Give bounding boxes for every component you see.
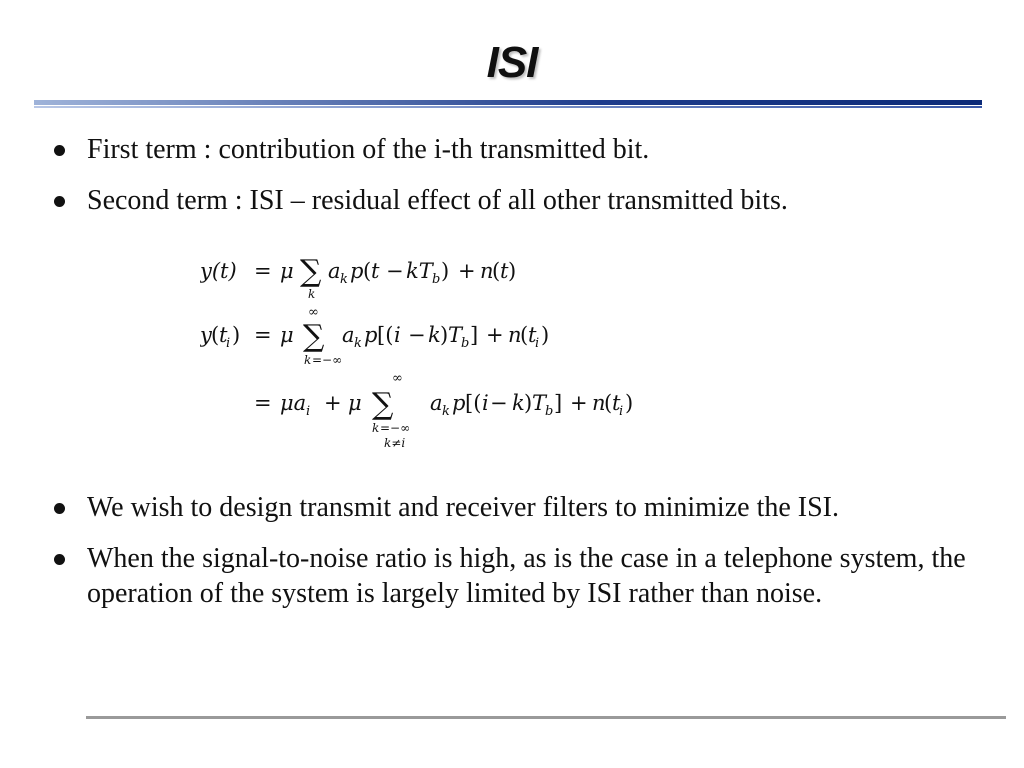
svg-text:k: k xyxy=(428,323,441,347)
svg-text:t: t xyxy=(371,259,380,283)
bullet-text: First term : contribution of the i-th transmitted bit. xyxy=(87,134,650,165)
svg-text:n: n xyxy=(480,259,494,283)
svg-text:(: ( xyxy=(363,259,372,283)
bullet-text: Second term : ISI – residual effect of all other transmitted bits. xyxy=(87,185,788,216)
svg-text:y(t): y(t) xyxy=(200,259,237,283)
svg-text:): ) xyxy=(508,259,517,283)
svg-text:k: k xyxy=(354,336,362,351)
svg-text:]: ] xyxy=(554,391,563,415)
svg-text:i: i xyxy=(394,323,401,347)
svg-text:t: t xyxy=(219,323,228,347)
svg-text:(: ( xyxy=(492,259,501,283)
svg-text:a: a xyxy=(342,323,355,347)
footer-rule xyxy=(86,716,1006,719)
svg-text:=: = xyxy=(254,391,272,415)
svg-text:k: k xyxy=(372,421,380,435)
svg-text:n: n xyxy=(508,323,522,347)
svg-text:i: i xyxy=(535,336,540,351)
svg-text:p: p xyxy=(452,391,466,415)
svg-text:(: ( xyxy=(211,323,220,347)
svg-text:∑: ∑ xyxy=(303,319,325,354)
svg-text:−: − xyxy=(386,259,404,283)
svg-text:i: i xyxy=(226,336,231,351)
svg-text:a: a xyxy=(328,259,341,283)
svg-text:(: ( xyxy=(604,391,613,415)
svg-text:k≠i: k≠i xyxy=(384,436,406,450)
svg-text:=−∞: =−∞ xyxy=(380,421,411,435)
svg-text:): ) xyxy=(440,323,449,347)
svg-text:+: + xyxy=(324,391,342,415)
svg-text:i: i xyxy=(619,404,624,419)
svg-text:a: a xyxy=(430,391,443,415)
svg-text:p: p xyxy=(350,259,364,283)
svg-text:−: − xyxy=(490,391,508,415)
bullet-text: We wish to design transmit and receiver filters to minimize the ISI. xyxy=(87,492,839,523)
svg-text:y: y xyxy=(200,323,212,347)
svg-text:k: k xyxy=(512,391,525,415)
svg-text:kT: kT xyxy=(406,259,433,283)
svg-text:+: + xyxy=(458,259,476,283)
bullet-item xyxy=(48,541,978,611)
svg-text:k: k xyxy=(340,272,348,287)
svg-text:T: T xyxy=(532,391,547,415)
title-rule xyxy=(34,100,982,105)
svg-text:): ) xyxy=(441,259,450,283)
bullet-icon xyxy=(54,145,65,156)
bullet-item xyxy=(48,132,978,167)
equation-image xyxy=(200,248,660,458)
svg-text:t: t xyxy=(528,323,537,347)
svg-text:i: i xyxy=(482,391,489,415)
svg-text:(: ( xyxy=(520,323,529,347)
svg-text:p: p xyxy=(364,323,378,347)
svg-text:): ) xyxy=(232,323,241,347)
svg-text:[(: [( xyxy=(377,323,394,347)
svg-text:=: = xyxy=(254,323,272,347)
svg-text:∑: ∑ xyxy=(300,254,322,289)
svg-text:μ: μ xyxy=(280,259,294,283)
svg-text:i: i xyxy=(306,404,311,419)
svg-text:∞: ∞ xyxy=(308,305,319,320)
svg-text:k: k xyxy=(308,287,316,301)
slide-title: ISI xyxy=(486,38,538,87)
svg-text:): ) xyxy=(524,391,533,415)
svg-text:=: = xyxy=(254,259,272,283)
svg-text:μ: μ xyxy=(280,323,294,347)
bullet-icon xyxy=(54,554,65,565)
svg-text:+: + xyxy=(570,391,588,415)
svg-text:T: T xyxy=(448,323,463,347)
title-rule-thin xyxy=(34,106,982,108)
bullet-list-top xyxy=(48,132,978,234)
svg-text:+: + xyxy=(486,323,504,347)
svg-text:μ: μ xyxy=(348,391,362,415)
svg-text:): ) xyxy=(625,391,634,415)
svg-text:b: b xyxy=(461,336,470,351)
bullet-text: When the signal-to-noise ratio is high, as is the case in a telephone system, the operation of the system is largely limited by ISI rather than noise. xyxy=(87,543,966,609)
svg-text:=−∞: =−∞ xyxy=(312,353,343,367)
svg-text:n: n xyxy=(592,391,606,415)
svg-text:): ) xyxy=(541,323,550,347)
svg-text:b: b xyxy=(432,272,441,287)
svg-text:t: t xyxy=(612,391,621,415)
bullet-icon xyxy=(54,503,65,514)
svg-text:∑: ∑ xyxy=(372,387,394,422)
bullet-item xyxy=(48,183,978,218)
svg-text:[(: [( xyxy=(465,391,482,415)
svg-text:k: k xyxy=(304,353,312,367)
svg-text:t: t xyxy=(500,259,509,283)
svg-text:∞: ∞ xyxy=(392,371,403,386)
svg-text:]: ] xyxy=(470,323,479,347)
svg-text:b: b xyxy=(545,404,554,419)
svg-text:k: k xyxy=(442,404,450,419)
svg-text:μa: μa xyxy=(280,391,307,415)
bullet-item xyxy=(48,490,978,525)
bullet-list-bottom xyxy=(48,490,978,627)
svg-text:−: − xyxy=(408,323,426,347)
bullet-icon xyxy=(54,196,65,207)
